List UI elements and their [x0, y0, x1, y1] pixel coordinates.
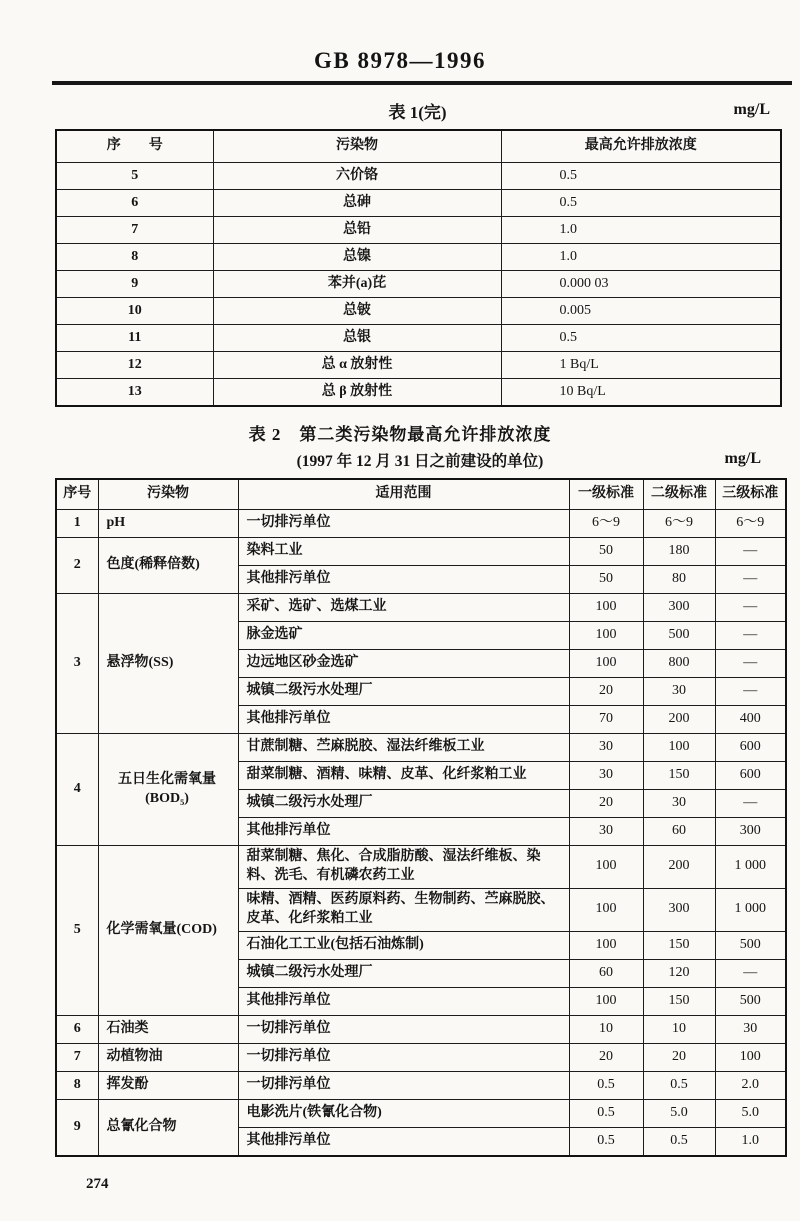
- table1-limit-cell: 1.0: [501, 217, 781, 244]
- table2-level3-cell: 100: [715, 1043, 786, 1071]
- table2-scope-cell: 脉金选矿: [238, 622, 569, 650]
- table2-level3-cell: 1 000: [715, 888, 786, 931]
- table2-level1-cell: 100: [569, 846, 643, 889]
- table2-serial-cell: 7: [56, 1043, 98, 1071]
- table2-column-header: 三级标准: [715, 479, 786, 510]
- table1-body: [56, 163, 781, 407]
- table1-pollutant-cell: 总砷: [213, 190, 501, 217]
- table1-serial-cell: 7: [56, 217, 213, 244]
- table2-level2-cell: 300: [643, 888, 715, 931]
- table2-level3-cell: 400: [715, 706, 786, 734]
- table2-level2-cell: 6～9: [643, 510, 715, 538]
- table1-limit-cell: 0.005: [501, 298, 781, 325]
- table1-column-header: 最高允许排放浓度: [501, 130, 781, 163]
- table2-level2-cell: 100: [643, 734, 715, 762]
- table2-row: [56, 538, 786, 566]
- table2-scope-cell: 甘蔗制糖、苎麻脱胶、湿法纤维板工业: [238, 734, 569, 762]
- table2-level3-cell: 5.0: [715, 1099, 786, 1127]
- table2-level1-cell: 60: [569, 959, 643, 987]
- table1-row: [56, 352, 781, 379]
- table2-level3-cell: 500: [715, 987, 786, 1015]
- table2-level2-cell: 200: [643, 706, 715, 734]
- table2-level3-cell: 1.0: [715, 1127, 786, 1156]
- table2-level2-cell: 150: [643, 762, 715, 790]
- table1-serial-cell: 12: [56, 352, 213, 379]
- table2-pollutant-line: 石油类: [106, 1020, 149, 1036]
- table2-column-header: 二级标准: [643, 479, 715, 510]
- table2-column-header: 一级标准: [569, 479, 643, 510]
- table2-level3-cell: 300: [715, 818, 786, 846]
- table1-pollutant-cell: 总银: [213, 325, 501, 352]
- table1-row: [56, 190, 781, 217]
- table1-column-header: 污染物: [213, 130, 501, 163]
- table2-level1-cell: 0.5: [569, 1071, 643, 1099]
- table2-scope-cell: 城镇二级污水处理厂: [238, 790, 569, 818]
- table2-pollutant-cell: [98, 846, 238, 1016]
- table1-row: [56, 271, 781, 298]
- table2-level1-cell: 100: [569, 594, 643, 622]
- table2-row: [56, 594, 786, 622]
- standard-code-heading: GB 8978—1996: [314, 48, 486, 73]
- table2-serial-cell: 8: [56, 1071, 98, 1099]
- table1-limit-cell: 1.0: [501, 244, 781, 271]
- table2-pollutant-line: 动植物油: [106, 1048, 163, 1064]
- table2-level1-cell: 30: [569, 818, 643, 846]
- table2-serial-cell: 2: [56, 538, 98, 594]
- table2-level3-cell: —: [715, 790, 786, 818]
- table2-body: [56, 510, 786, 1156]
- table1-pollutant-cell: 总 α 放射性: [213, 352, 501, 379]
- table2-level1-cell: 20: [569, 790, 643, 818]
- table1-serial-cell: 11: [56, 325, 213, 352]
- table2-scope-cell: 其他排污单位: [238, 566, 569, 594]
- table2-level3-cell: —: [715, 538, 786, 566]
- header-rule: [52, 81, 792, 85]
- table2-level1-cell: 70: [569, 706, 643, 734]
- table2-level2-cell: 5.0: [643, 1099, 715, 1127]
- table2-scope-cell: 甜菜制糖、焦化、合成脂肪酸、湿法纤维板、染料、洗毛、有机磷农药工业: [238, 846, 569, 889]
- table2-level1-cell: 10: [569, 1015, 643, 1043]
- table2-serial-cell: 6: [56, 1015, 98, 1043]
- table2-scope-cell: 味精、酒精、医药原料药、生物制药、苎麻脱胶、皮革、化纤浆粕工业: [238, 888, 569, 931]
- table2-scope-cell: 一切排污单位: [238, 510, 569, 538]
- table2-level3-cell: —: [715, 959, 786, 987]
- table2-level2-cell: 180: [643, 538, 715, 566]
- table1-serial-cell: 13: [56, 379, 213, 407]
- table2-level2-cell: 150: [643, 931, 715, 959]
- table1-row: [56, 379, 781, 407]
- table2-scope-cell: 其他排污单位: [238, 1127, 569, 1156]
- table2-heading: [0, 420, 800, 445]
- table2-second-class-pollutants: [55, 478, 787, 1157]
- table2-level2-cell: 120: [643, 959, 715, 987]
- table2-scope-cell: 石油化工工业(包括石油炼制): [238, 931, 569, 959]
- table2-level3-cell: 1 000: [715, 846, 786, 889]
- table2-pollutant-cell: [98, 510, 238, 538]
- table1-pollutant-cell: 苯并(a)芘: [213, 271, 501, 298]
- table1-pollutant-cell: 总镍: [213, 244, 501, 271]
- table1-limit-cell: 1 Bq/L: [501, 352, 781, 379]
- table2-level3-cell: 2.0: [715, 1071, 786, 1099]
- table2-serial-cell: 9: [56, 1099, 98, 1156]
- table2-pollutant-cell: [98, 594, 238, 734]
- table2-level2-cell: 500: [643, 622, 715, 650]
- table2-level1-cell: 30: [569, 734, 643, 762]
- table2-level1-cell: 100: [569, 931, 643, 959]
- table2-scope-cell: 边远地区砂金选矿: [238, 650, 569, 678]
- table2-level3-cell: —: [715, 594, 786, 622]
- table1-serial-cell: 6: [56, 190, 213, 217]
- table2-level2-cell: 10: [643, 1015, 715, 1043]
- table2-title: 表 2 第二类污染物最高允许排放浓度: [248, 425, 552, 444]
- table2-column-header: 污染物: [98, 479, 238, 510]
- table2-row: [56, 1043, 786, 1071]
- table2-level1-cell: 100: [569, 650, 643, 678]
- table2-serial-cell: 5: [56, 846, 98, 1016]
- table2-level1-cell: 6～9: [569, 510, 643, 538]
- table2-unit-label: mg/L: [724, 450, 761, 467]
- table2-pollutant-line: pH: [106, 515, 126, 531]
- table1-limit-cell: 0.000 03: [501, 271, 781, 298]
- table2-level1-cell: 30: [569, 762, 643, 790]
- table2-level1-cell: 50: [569, 538, 643, 566]
- table1-serial-cell: 8: [56, 244, 213, 271]
- table1-limit-cell: 0.5: [501, 190, 781, 217]
- table2-row: [56, 1099, 786, 1127]
- table2-level2-cell: 200: [643, 846, 715, 889]
- table1-serial-cell: 9: [56, 271, 213, 298]
- table1-caption: 表 1(完): [388, 103, 447, 122]
- table2-pollutant-cell: [98, 1071, 238, 1099]
- table1-row: [56, 217, 781, 244]
- table2-level3-cell: 600: [715, 762, 786, 790]
- table2-pollutant-line: (BOD₅): [145, 790, 189, 806]
- table1-pollutant-cell: 总铅: [213, 217, 501, 244]
- table2-serial-cell: 1: [56, 510, 98, 538]
- table2-row: [56, 510, 786, 538]
- table1-row: [56, 325, 781, 352]
- table2-scope-cell: 一切排污单位: [238, 1071, 569, 1099]
- table2-level1-cell: 100: [569, 987, 643, 1015]
- table2-level3-cell: —: [715, 650, 786, 678]
- table2-subtitle-row: [55, 449, 785, 473]
- table2-serial-cell: 3: [56, 594, 98, 734]
- table2-level3-cell: 600: [715, 734, 786, 762]
- table2-scope-cell: 甜菜制糖、酒精、味精、皮革、化纤浆粕工业: [238, 762, 569, 790]
- table2-column-header: 序号: [56, 479, 98, 510]
- table2-level1-cell: 20: [569, 678, 643, 706]
- table2-pollutant-line: 化学需氧量(COD): [106, 921, 217, 937]
- table2-pollutant-line: 色度(稀释倍数): [106, 557, 200, 573]
- table2-pollutant-cell: [98, 1043, 238, 1071]
- table2-pollutant-cell: [98, 734, 238, 846]
- table2-level2-cell: 60: [643, 818, 715, 846]
- table2-level2-cell: 30: [643, 678, 715, 706]
- table2-row: [56, 734, 786, 762]
- table2-scope-cell: 城镇二级污水处理厂: [238, 959, 569, 987]
- table2-subtitle: (1997 年 12 月 31 日之前建设的单位): [296, 453, 544, 470]
- table2-column-header: 适用范围: [238, 479, 569, 510]
- table2-level3-cell: 500: [715, 931, 786, 959]
- table2-level3-cell: 30: [715, 1015, 786, 1043]
- table1-unit-label: mg/L: [733, 101, 770, 118]
- table2-pollutant-line: 五日生化需氧量: [118, 771, 216, 787]
- table1-serial-cell: 5: [56, 163, 213, 190]
- table1-serial-cell: 10: [56, 298, 213, 325]
- table2-level2-cell: 20: [643, 1043, 715, 1071]
- table2-scope-cell: 城镇二级污水处理厂: [238, 678, 569, 706]
- table1-row: [56, 244, 781, 271]
- table1-limit-cell: 0.5: [501, 325, 781, 352]
- table1-column-header: 序 号: [56, 130, 213, 163]
- table1-row: [56, 298, 781, 325]
- table2-row: [56, 846, 786, 889]
- table2-row: [56, 1071, 786, 1099]
- table2-level2-cell: 150: [643, 987, 715, 1015]
- table2-pollutant-line: 总氰化合物: [106, 1118, 177, 1134]
- table1-pollutant-limits: [55, 129, 782, 407]
- table1-row: [56, 163, 781, 190]
- table1-header-row: [56, 130, 781, 163]
- table1-pollutant-cell: 总铍: [213, 298, 501, 325]
- table2-scope-cell: 其他排污单位: [238, 818, 569, 846]
- table2-pollutant-cell: [98, 1099, 238, 1156]
- table2-level1-cell: 20: [569, 1043, 643, 1071]
- table1-caption-row: [55, 98, 780, 124]
- table2-level2-cell: 0.5: [643, 1071, 715, 1099]
- table2-row: [56, 1015, 786, 1043]
- table2-scope-cell: 一切排污单位: [238, 1043, 569, 1071]
- table1-limit-cell: 0.5: [501, 163, 781, 190]
- page-number: 274: [86, 1176, 109, 1192]
- table2-level3-cell: —: [715, 678, 786, 706]
- table2-level2-cell: 300: [643, 594, 715, 622]
- table2-level1-cell: 100: [569, 888, 643, 931]
- table2-level3-cell: —: [715, 622, 786, 650]
- table2-level1-cell: 50: [569, 566, 643, 594]
- table2-level3-cell: 6～9: [715, 510, 786, 538]
- table2-scope-cell: 染料工业: [238, 538, 569, 566]
- table2-scope-cell: 其他排污单位: [238, 987, 569, 1015]
- table2-level2-cell: 80: [643, 566, 715, 594]
- table2-level2-cell: 0.5: [643, 1127, 715, 1156]
- table2-scope-cell: 其他排污单位: [238, 706, 569, 734]
- table2-scope-cell: 一切排污单位: [238, 1015, 569, 1043]
- table2-scope-cell: 采矿、选矿、选煤工业: [238, 594, 569, 622]
- table2-level2-cell: 800: [643, 650, 715, 678]
- table1-pollutant-cell: 总 β 放射性: [213, 379, 501, 407]
- table2-serial-cell: 4: [56, 734, 98, 846]
- table2-level3-cell: —: [715, 566, 786, 594]
- table2-level1-cell: 100: [569, 622, 643, 650]
- table1-limit-cell: 10 Bq/L: [501, 379, 781, 407]
- table2-pollutant-line: 挥发酚: [106, 1076, 149, 1092]
- table2-scope-cell: 电影洗片(铁氰化合物): [238, 1099, 569, 1127]
- table2-pollutant-cell: [98, 538, 238, 594]
- table2-header-row: [56, 479, 786, 510]
- table2-pollutant-line: 悬浮物(SS): [106, 655, 174, 671]
- table2-level1-cell: 0.5: [569, 1127, 643, 1156]
- table2-level2-cell: 30: [643, 790, 715, 818]
- table1-pollutant-cell: 六价铬: [213, 163, 501, 190]
- table2-pollutant-cell: [98, 1015, 238, 1043]
- table2-level1-cell: 0.5: [569, 1099, 643, 1127]
